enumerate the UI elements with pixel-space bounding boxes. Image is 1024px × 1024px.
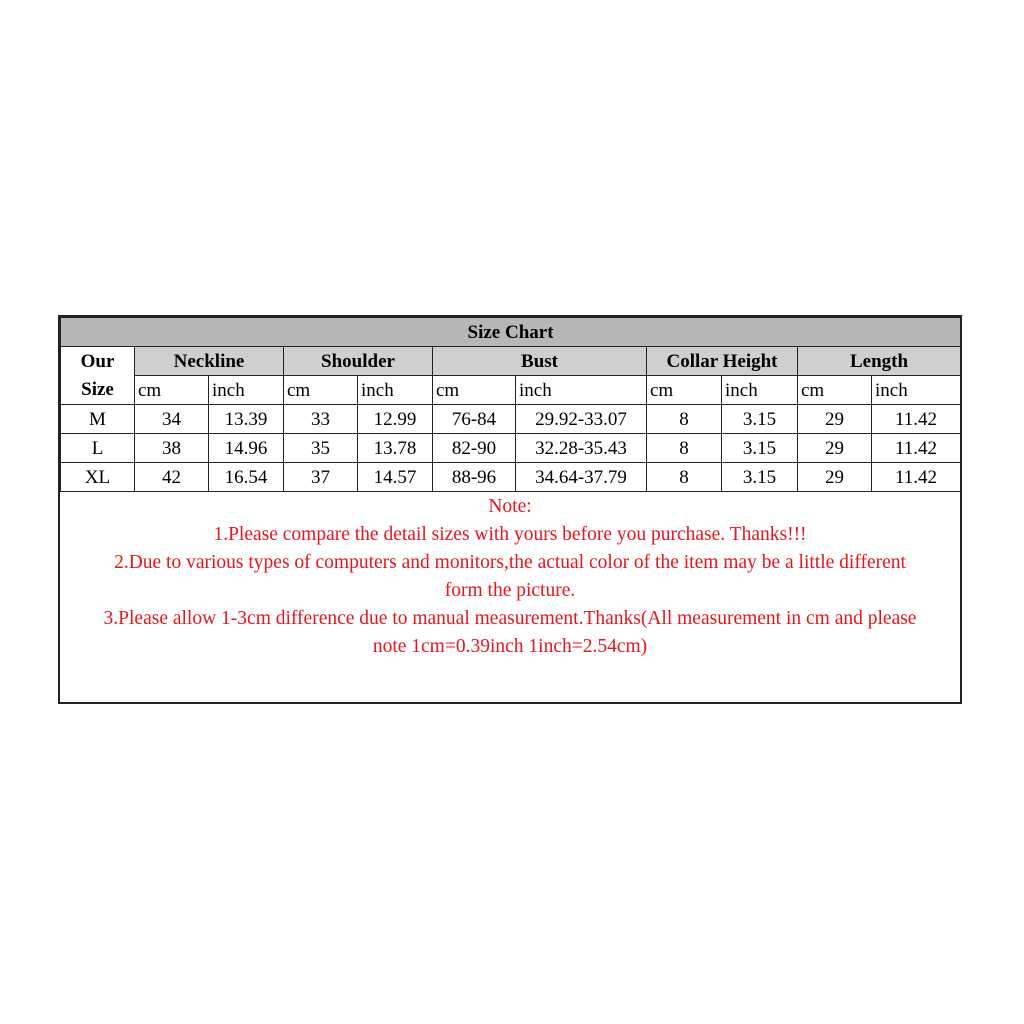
size-cell: XL: [61, 463, 135, 492]
unit-cell: cm: [433, 376, 516, 405]
note-line: 2.Due to various types of computers and monitors,the actual color of the item may be a little different: [114, 552, 906, 573]
value-cell: 88-96: [433, 463, 516, 492]
note-line: note 1cm=0.39inch 1inch=2.54cm): [372, 636, 648, 657]
value-cell: 11.42: [872, 405, 961, 434]
value-cell: 29: [798, 463, 872, 492]
value-cell: 82-90: [433, 434, 516, 463]
note-line: 1.Please compare the detail sizes with yours before you purchase. Thanks!!!: [213, 524, 807, 545]
measurement-header-row: [61, 347, 961, 376]
value-cell: 29: [798, 434, 872, 463]
value-cell: 29.92-33.07: [516, 405, 647, 434]
unit-cell: inch: [722, 376, 798, 405]
group-header-collar-height: Collar Height: [647, 347, 798, 376]
value-cell: 35: [284, 434, 358, 463]
unit-cell: inch: [516, 376, 647, 405]
value-cell: 76-84: [433, 405, 516, 434]
our-size-label-line1: Our: [80, 350, 115, 372]
group-header-bust: Bust: [433, 347, 647, 376]
value-cell: 37: [284, 463, 358, 492]
value-cell: 3.15: [722, 405, 798, 434]
unit-cell: inch: [209, 376, 284, 405]
value-cell: 13.39: [209, 405, 284, 434]
unit-row: [61, 376, 961, 405]
value-cell: 13.78: [358, 434, 433, 463]
unit-cell: cm: [647, 376, 722, 405]
value-cell: 8: [647, 405, 722, 434]
note-line: form the picture.: [444, 580, 576, 601]
note-heading: Note:: [488, 496, 532, 517]
table-row: [61, 405, 961, 434]
value-cell: 34: [135, 405, 209, 434]
group-header-length: Length: [798, 347, 961, 376]
our-size-label-line2: Size: [81, 378, 114, 400]
unit-cell: cm: [284, 376, 358, 405]
unit-cell: inch: [358, 376, 433, 405]
value-cell: 8: [647, 434, 722, 463]
value-cell: 16.54: [209, 463, 284, 492]
value-cell: 29: [798, 405, 872, 434]
size-cell: M: [61, 405, 135, 434]
value-cell: 12.99: [358, 405, 433, 434]
size-table: [60, 317, 961, 492]
unit-cell: cm: [798, 376, 872, 405]
chart-title: Size Chart: [61, 318, 961, 347]
size-cell: L: [61, 434, 135, 463]
value-cell: 33: [284, 405, 358, 434]
value-cell: 3.15: [722, 463, 798, 492]
our-size-header: [61, 347, 135, 405]
title-row: [61, 318, 961, 347]
table-row: [61, 463, 961, 492]
value-cell: 11.42: [872, 463, 961, 492]
value-cell: 3.15: [722, 434, 798, 463]
unit-cell: cm: [135, 376, 209, 405]
group-header-neckline: Neckline: [135, 347, 284, 376]
table-row: [61, 434, 961, 463]
value-cell: 32.28-35.43: [516, 434, 647, 463]
note-line: 3.Please allow 1-3cm difference due to manual measurement.Thanks(All measurement in cm and please: [103, 608, 917, 629]
unit-cell: inch: [872, 376, 961, 405]
size-chart: [58, 315, 962, 704]
value-cell: 8: [647, 463, 722, 492]
value-cell: 34.64-37.79: [516, 463, 647, 492]
value-cell: 38: [135, 434, 209, 463]
note-section: [60, 493, 960, 661]
value-cell: 14.96: [209, 434, 284, 463]
value-cell: 42: [135, 463, 209, 492]
group-header-shoulder: Shoulder: [284, 347, 433, 376]
value-cell: 11.42: [872, 434, 961, 463]
value-cell: 14.57: [358, 463, 433, 492]
